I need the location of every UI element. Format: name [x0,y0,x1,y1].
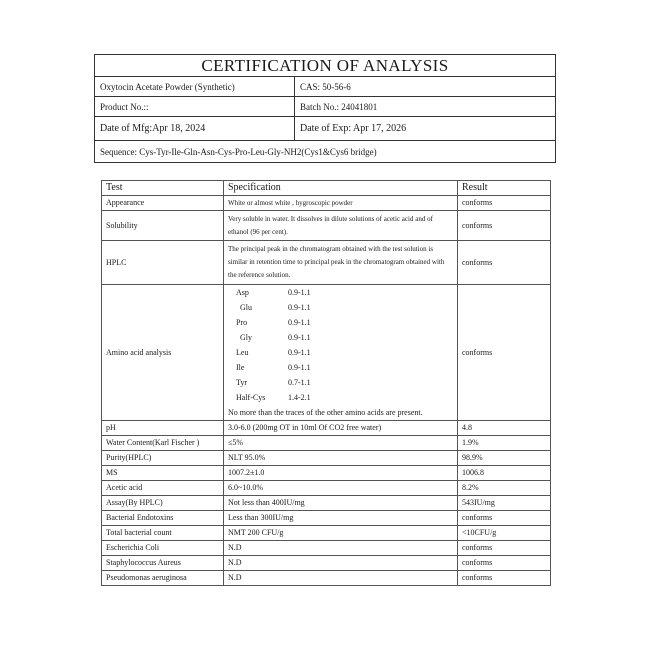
test-name: Assay(By HPLC) [102,496,224,511]
table-row [102,481,551,496]
test-specification: Less than 300IU/mg [224,511,458,526]
test-name: pH [102,421,224,436]
table-row [102,196,551,211]
amino-acid-item: Pro 0.9-1.1 [236,318,311,327]
test-name: Appearance [102,196,224,211]
header-row-product [95,77,555,97]
test-specification: 1007.2±1.0 [224,466,458,481]
test-name: Staphylococcus Aureus [102,556,224,571]
column-header-specification: Specification [224,181,458,196]
test-results-table [101,180,551,586]
amino-acid-note: No more than the traces of the other amino acids are present. [228,408,423,417]
test-name: Solubility [102,211,224,241]
test-name: Water Content(Karl Fischer ) [102,436,224,451]
test-specification: White or almost white , hygroscopic powder [224,196,458,211]
table-row [102,436,551,451]
table-row [102,241,551,285]
table-row [102,285,551,421]
test-name: Purity(HPLC) [102,451,224,466]
test-name: Escherichia Coli [102,541,224,556]
product-number: Product No.:: [95,97,295,116]
table-row [102,526,551,541]
test-name: Bacterial Endotoxins [102,511,224,526]
amino-acid-item: Asp 0.9-1.1 [236,288,311,297]
table-row [102,556,551,571]
test-specification: N.D [224,571,458,586]
test-result: 98.9% [458,451,551,466]
test-specification: N.D [224,556,458,571]
test-specification: ≤5% [224,436,458,451]
test-result: conforms [458,211,551,241]
amino-acid-list [228,285,453,405]
column-header-test: Test [102,181,224,196]
test-name: Acetic acid [102,481,224,496]
table-row [102,571,551,586]
test-name: MS [102,466,224,481]
test-result: 1006.8 [458,466,551,481]
test-result: conforms [458,556,551,571]
test-result: conforms [458,511,551,526]
table-row [102,451,551,466]
document-title: CERTIFICATION OF ANALYSIS [95,55,555,77]
test-specification: NLT 95.0% [224,451,458,466]
manufacture-date: Date of Mfg:Apr 18, 2024 [95,117,295,140]
test-specification [224,285,458,421]
test-name: Total bacterial count [102,526,224,541]
amino-acid-item: Half-Cys 1.4-2.1 [236,393,311,402]
table-row [102,466,551,481]
peptide-sequence: Sequence: Cys-Tyr-Ile-Gln-Asn-Cys-Pro-Leu-Gly-NH2(Cys1&Cys6 bridge) [100,146,377,157]
test-result: <10CFU/g [458,526,551,541]
test-name: HPLC [102,241,224,285]
amino-acid-item: Ile 0.9-1.1 [236,363,311,372]
header-row-sequence [95,141,555,162]
test-name: Amino acid analysis [102,285,224,421]
header-row-dates [95,117,555,141]
certificate-header [94,54,556,163]
test-specification: The principal peak in the chromatogram obtained with the test solution is similar in retention time to principal peak in the chromatogram obtained with the reference solution. [224,241,458,285]
amino-acid-item: Tyr 0.7-1.1 [236,378,311,387]
table-row [102,541,551,556]
column-header-result: Result [458,181,551,196]
expiry-date: Date of Exp: Apr 17, 2026 [300,123,407,134]
test-result: conforms [458,571,551,586]
test-specification: 6.0~10.0% [224,481,458,496]
header-row-numbers [95,97,555,117]
test-result: conforms [458,196,551,211]
test-specification: Very soluble in water. It dissolves in dilute solutions of acetic acid and of ethanol (96 per cent). [224,211,458,241]
batch-number: Batch No.: 24041801 [300,101,378,112]
test-result: 4.8 [458,421,551,436]
table-row [102,511,551,526]
table-row [102,211,551,241]
table-row [102,496,551,511]
test-result: 1.9% [458,436,551,451]
test-result: 543IU/mg [458,496,551,511]
table-header-row [102,181,551,196]
test-result: conforms [458,285,551,421]
test-specification: N.D [224,541,458,556]
test-result: conforms [458,241,551,285]
amino-acid-item: Leu 0.9-1.1 [236,348,311,357]
test-specification: 3.0-6.0 (200mg OT in 10ml Of CO2 free water) [224,421,458,436]
test-result: 8.2% [458,481,551,496]
test-specification: Not less than 400IU/mg [224,496,458,511]
table-row [102,421,551,436]
cas-number: CAS: 50-56-6 [300,81,351,92]
amino-acid-item: Glu 0.9-1.1 [240,303,311,312]
test-result: conforms [458,541,551,556]
product-name: Oxytocin Acetate Powder (Synthetic) [95,77,295,96]
test-name: Pseudomonas aeruginosa [102,571,224,586]
amino-acid-item: Gly 0.9-1.1 [240,333,311,342]
test-specification: NMT 200 CFU/g [224,526,458,541]
